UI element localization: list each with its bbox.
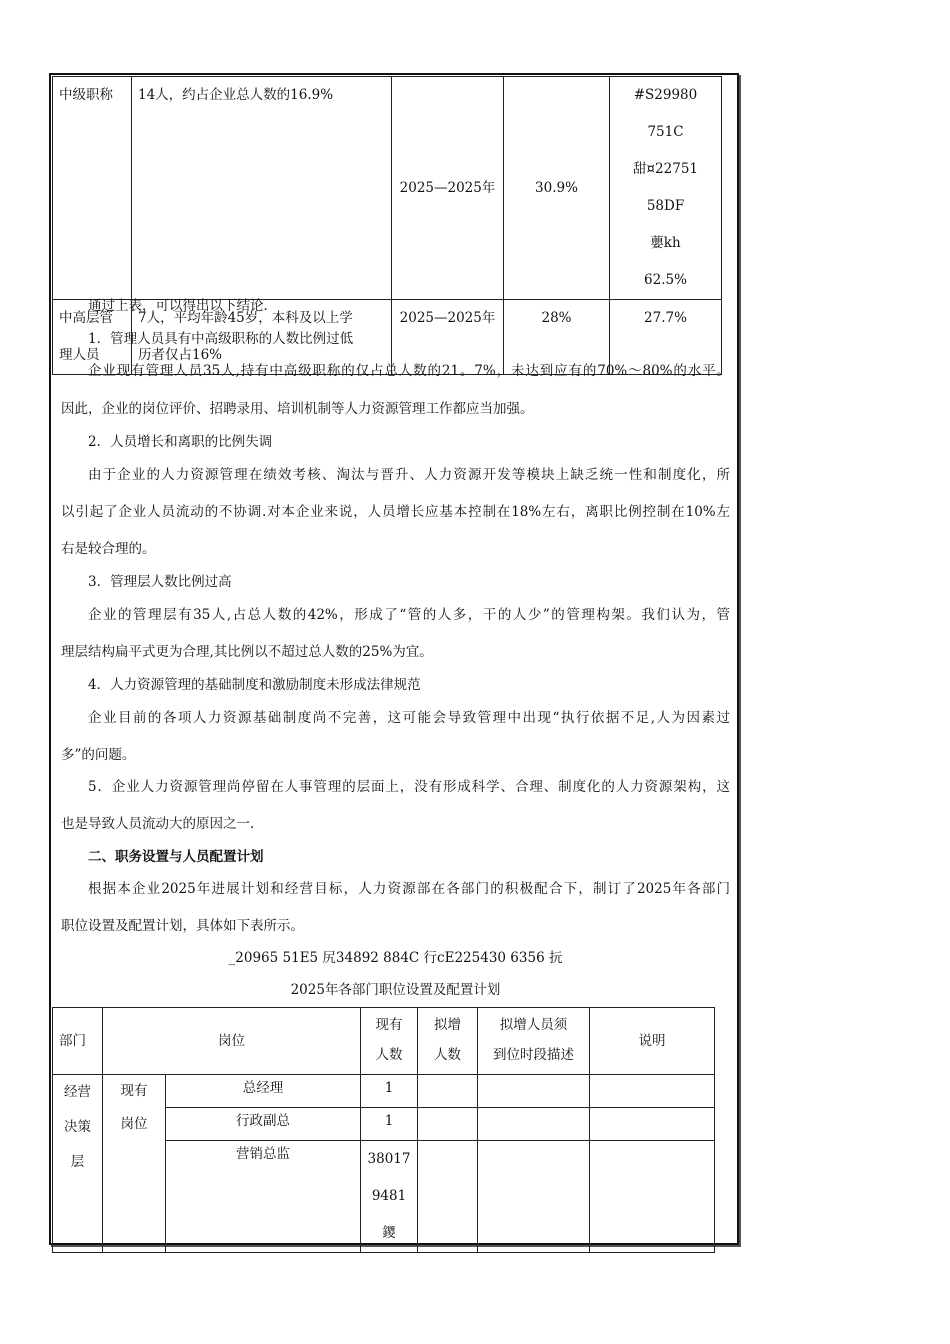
category-cell: 中级职称 xyxy=(53,77,132,300)
header-add: 拟增 人数 xyxy=(418,1008,478,1075)
post-cell: 总经理 xyxy=(166,1075,361,1108)
paragraph: 以引起了企业人员流动的不协调.对本企业来说，人员增长应基本控制在18%左右，离职比例控制在10%左 xyxy=(61,504,730,520)
note-cell xyxy=(590,1075,715,1108)
percent-cell: 28% xyxy=(504,300,610,375)
header-dept: 部门 xyxy=(53,1008,103,1075)
paragraph: 也是导致人员流动大的原因之一. xyxy=(61,816,255,832)
desc-cell xyxy=(478,1108,590,1141)
desc-cell xyxy=(478,1141,590,1253)
section-heading: 二、职务设置与人员配置计划 xyxy=(88,849,264,865)
paragraph: 职位设置及配置计划，具体如下表所示。 xyxy=(61,918,304,934)
table-title: 2025年各部门职位设置及配置计划 xyxy=(290,982,501,998)
paragraph: 由于企业的人力资源管理在绩效考核、淘汰与晋升、人力资源开发等模块上缺乏统一性和制度化，所 xyxy=(88,467,730,483)
position-plan-table xyxy=(52,1007,715,1253)
category-cell: 中高层管 理人员 xyxy=(53,300,132,375)
description-cell: 14人，约占企业总人数的16.9% xyxy=(132,77,392,300)
header-current: 现有 人数 xyxy=(361,1008,418,1075)
paragraph: 通过上表，可以得出以下结论. xyxy=(88,298,268,314)
paragraph: 企业现有管理人员35人,持有中高级职称的仅占总人数的21。7%，未达到应有的70%～80%的水平。 xyxy=(88,363,730,379)
paragraph: 右是较合理的。 xyxy=(61,541,156,557)
note-cell xyxy=(590,1108,715,1141)
header-post: 岗位 xyxy=(103,1008,361,1075)
list-heading: 4．人力资源管理的基础制度和激励制度未形成法律规范 xyxy=(88,677,421,693)
percent-cell: 30.9% xyxy=(504,77,610,300)
paragraph: 理层结构扁平式更为合理,其比例以不超过总人数的25%为宜。 xyxy=(61,644,433,660)
post-cell: 行政副总 xyxy=(166,1108,361,1141)
description-cell: 7人，平均年龄45岁，本科及以上学 历者仅占16% xyxy=(132,300,392,375)
add-cell xyxy=(418,1075,478,1108)
paragraph: 多”的问题。 xyxy=(61,747,136,763)
count-cell: 1 xyxy=(361,1108,418,1141)
period-cell: 2025—2025年 xyxy=(392,77,504,300)
list-heading: 3．管理层人数比例过高 xyxy=(88,574,232,590)
header-desc: 拟增人员须 到位时段描述 xyxy=(478,1008,590,1075)
target-cell: #S29980 751C 甜¤22751 58DF 蘡kh 62.5% xyxy=(610,77,722,300)
count-cell: 1 xyxy=(361,1075,418,1108)
header-note: 说明 xyxy=(590,1008,715,1075)
list-heading: 5．企业人力资源管理尚停留在人事管理的层面上，没有形成科学、合理、制度化的人力资源架构，这 xyxy=(88,779,730,795)
add-cell xyxy=(418,1141,478,1253)
paragraph: 企业目前的各项人力资源基础制度尚不完善，这可能会导致管理中出现“执行依据不足,人为因素过 xyxy=(88,710,730,726)
group-cell: 现有 岗位 xyxy=(103,1075,166,1253)
table-row xyxy=(53,1075,715,1108)
table-header-row xyxy=(53,1008,715,1075)
post-cell: 营销总监 xyxy=(166,1141,361,1253)
list-heading: 1．管理人员具有中高级职称的人数比例过低 xyxy=(88,331,354,347)
list-heading: 2．人员增长和离职的比例失调 xyxy=(88,434,273,450)
note-cell xyxy=(590,1141,715,1253)
paragraph: 因此，企业的岗位评价、招聘录用、培训机制等人力资源管理工作都应当加强。 xyxy=(61,401,534,417)
add-cell xyxy=(418,1108,478,1141)
desc-cell xyxy=(478,1075,590,1108)
table-row xyxy=(53,77,722,300)
dept-cell: 经营 决策 层 xyxy=(53,1075,103,1253)
paragraph: 根据本企业2025年进展计划和经营目标，人力资源部在各部门的积极配合下，制订了2025年各部门 xyxy=(88,881,730,897)
target-cell: 27.7% xyxy=(610,300,722,375)
period-cell: 2025—2025年 xyxy=(392,300,504,375)
paragraph: 企业的管理层有35人,占总人数的42%，形成了“管的人多，干的人少”的管理构架。我们认为，管 xyxy=(88,607,730,623)
garbled-text: _20965 51E5 尻34892 884C 行cE225430 6356 抏 xyxy=(228,950,563,966)
count-cell: 38017 9481 鑁 xyxy=(361,1141,418,1253)
